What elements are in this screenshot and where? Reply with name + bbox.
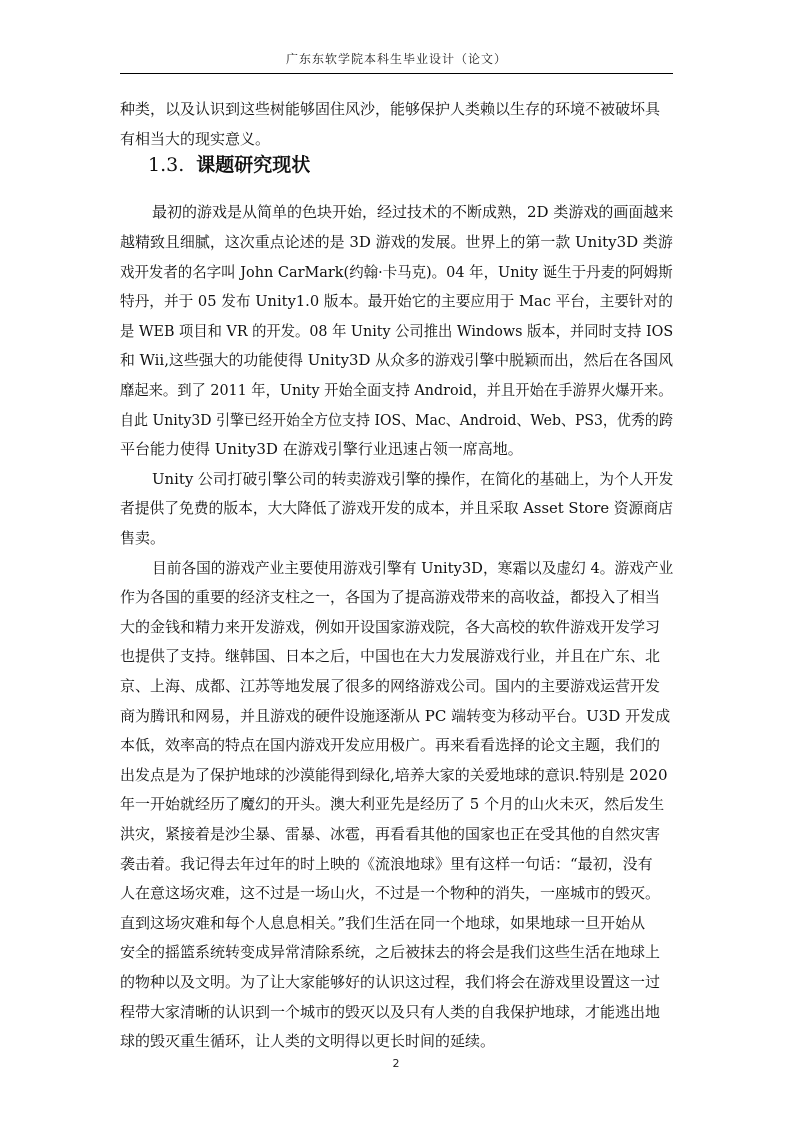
text-line: 越精致且细腻，这次重点论述的是 3D 游戏的发展。世界上的第一款 Unity3D 类游: [120, 233, 673, 251]
text-line: 特丹，并于 05 发布 Unity1.0 版本。最开始它的主要应用于 Mac 平台，主要针对的: [120, 292, 673, 311]
text-line: 本低，效率高的特点在国内游戏开发应用极广。再来看看选择的论文主题，我们的: [120, 736, 661, 755]
text-line: 大的金钱和精力来开发游戏，例如开设国家游戏院，各大高校的软件游戏开发学习: [120, 617, 661, 636]
text-line: 直到这场灾难和每个人息息相关。”我们生活在同一个地球，如果地球一旦开始从: [120, 913, 646, 932]
text-line: 戏开发者的名字叫 John CarMark(约翰·卡马克)。04 年，Unity 诞生于丹麦的阿姆斯: [120, 262, 673, 281]
text-line: 球的毁灭重生循环，让人类的文明得以更长时间的延续。: [120, 1032, 496, 1051]
page-number: 2: [392, 1057, 400, 1071]
header-divider: [120, 73, 673, 74]
section-title: 课题研究现状: [196, 154, 311, 177]
text-line: 和 Wii,这些强大的功能使得 Unity3D 从众多的游戏引擎中脱颖而出，然后在各国风: [120, 351, 673, 370]
text-line: 出发点是为了保护地球的沙漠能得到绿化,培养大家的关爱地球的意识.特别是 2020: [120, 765, 668, 784]
text-line: 平台能力使得 Unity3D 在游戏引擎行业迅速占领一席高地。: [120, 440, 523, 459]
text-line: Unity 公司打破引擎公司的转卖游戏引擎的操作，在简化的基础上，为个人开发: [152, 469, 674, 488]
text-line: 售卖。: [120, 529, 166, 547]
text-line: 人在意这场灾难，这不过是一场山火，不过是一个物种的消失，一座城市的毁灭。: [120, 884, 661, 903]
text-line: 者提供了免费的版本，大大降低了游戏开发的成本，并且采取 Asset Store 资源商店: [120, 499, 673, 518]
text-line: 作为各国的重要的经济支柱之一，各国为了提高游戏带来的高收益，都投入了相当: [120, 588, 661, 607]
text-line: 目前各国的游戏产业主要使用游戏引擎有 Unity3D，寒霜以及虚幻 4。游戏产业: [152, 558, 673, 577]
text-line: 年一开始就经历了魔幻的开头。澳大利亚先是经历了 5 个月的山火未灭，然后发生: [120, 795, 665, 814]
text-line: 是 WEB 项目和 VR 的开发。08 年 Unity 公司推出 Windows 版本，并同时支持 IOS: [120, 321, 673, 340]
text-line: 安全的摇篮系统转变成异常清除系统，之后被抹去的将会是我们这些生活在地球上: [120, 943, 661, 962]
text-line: 京、上海、成都、江苏等地发展了很多的网络游戏公司。国内的主要游戏运营开发: [120, 677, 661, 696]
text-line: 袭击着。我记得去年过年的时上映的《流浪地球》里有这样一句话：“最初，没有: [120, 854, 653, 873]
text-line: 自此 Unity3D 引擎已经开始全方位支持 IOS、Mac、Android、Web、PS3，优秀的跨: [120, 410, 673, 429]
text-line: 程带大家清晰的认识到一个城市的毁灭以及只有人类的自我保护地球，才能逃出地: [120, 1002, 661, 1021]
text-line: 也提供了支持。继韩国、日本之后，中国也在大力发展游戏行业，并且在广东、北: [120, 647, 661, 666]
text-line: 商为腾讯和网易，并且游戏的硬件设施逐渐从 PC 端转变为移动平台。U3D 开发成: [120, 706, 671, 725]
text-line: 有相当大的现实意义。: [120, 129, 271, 148]
text-line: 的物种以及文明。为了让大家能够好的认识这过程，我们将会在游戏里设置这一过: [120, 973, 661, 992]
text-line: 最初的游戏是从简单的色块开始，经过技术的不断成熟，2D 类游戏的画面越来: [152, 203, 673, 222]
page-header: 广东东软学院本科生毕业设计（论文）: [285, 52, 507, 66]
text-line: 靡起来。到了 2011 年，Unity 开始全面支持 Android，并且开始在手游界火爆开来。: [120, 381, 673, 399]
text-line: 洪灾，紧接着是沙尘暴、雷暴、冰雹，再看看其他的国家也正在受其他的自然灾害: [120, 825, 661, 844]
section-number: 1.3.: [148, 154, 185, 177]
section-heading: [148, 150, 310, 180]
text-line: 种类，以及认识到这些树能够固住风沙，能够保护人类赖以生存的环境不被破坏具: [120, 100, 661, 118]
